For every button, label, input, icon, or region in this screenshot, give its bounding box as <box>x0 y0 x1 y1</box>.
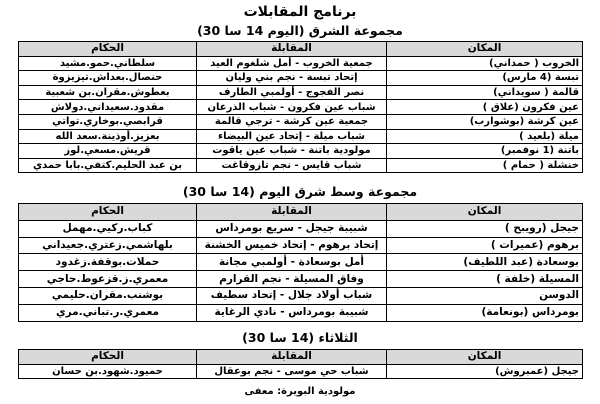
table-row <box>19 56 583 71</box>
referees-cell: حنصال.بعداش.تيزيزوة <box>19 71 197 86</box>
place-cell: بوسعادة (عبد اللطيف) <box>387 254 583 271</box>
referees-cell: بن عبد الحليم.كتفي.بابا حمدي <box>19 158 197 173</box>
section-title-east: مجموعة الشرق (اليوم 14 سا 30) <box>197 23 403 38</box>
table-row <box>19 144 583 159</box>
match-cell: نصر الفجوج - أولمبي الطارف <box>197 85 387 100</box>
table-row <box>19 254 583 271</box>
place-cell: بومرداس (بونعامة) <box>387 304 583 321</box>
page-title: برنامج المقابلات <box>243 4 357 20</box>
referees-cell: معمري.ز.قزعوط.حاجي <box>19 271 197 288</box>
referees-cell: قريش.مسعي.لوز <box>19 144 197 159</box>
referees-cell: بوشنب.مقران.حليمي <box>19 287 197 304</box>
match-cell: شباب ميلة - إتحاد عين البيضاء <box>197 129 387 144</box>
referees-cell: بعزيز.أوذينة.سعد الله <box>19 129 197 144</box>
place-cell: عين فكرون (علاق ) <box>387 100 583 115</box>
table-row <box>19 114 583 129</box>
place-cell: الخروب ( حمداني) <box>387 56 583 71</box>
table-row <box>19 71 583 86</box>
header-place: المكان <box>387 204 583 221</box>
place-cell: باتنة (1 نوفمبر) <box>387 144 583 159</box>
section-title-tuesday: الثلاثاء (14 سا 30) <box>242 330 358 345</box>
referees-cell: معمري.ر.تباني.مري <box>19 304 197 321</box>
header-match: المقابلة <box>197 350 387 365</box>
table-row <box>19 220 583 237</box>
place-cell: ميلة (بلعيد ) <box>387 129 583 144</box>
match-cell: إتحاد تبسة - نجم بني وليان <box>197 71 387 86</box>
header-place: المكان <box>387 350 583 365</box>
referees-cell: حملات.بوقفة.زغدود <box>19 254 197 271</box>
exempt-note: مولودية البويرة: معفى <box>244 386 356 397</box>
referees-cell: مقدود.سعيداني.دولاش <box>19 100 197 115</box>
place-cell: قالمة ( سويداني) <box>387 85 583 100</box>
table-row <box>19 158 583 173</box>
match-cell: شباب أولاد جلال - إتحاد سطيف <box>197 287 387 304</box>
table-row <box>19 237 583 254</box>
match-cell: شباب قايس - نجم تازوقاغت <box>197 158 387 173</box>
place-cell: تبسة (4 مارس) <box>387 71 583 86</box>
referees-cell: سلطاني.حمو.مشيد <box>19 56 197 71</box>
match-cell: أمل بوسعادة - أولمبي مجانة <box>197 254 387 271</box>
section-title-center-east: مجموعة وسط شرق اليوم (14 سا 30) <box>182 184 418 199</box>
match-cell: شبيبة بومرداس - نادي الرغاية <box>197 304 387 321</box>
header-refs: الحكام <box>19 204 197 221</box>
match-cell: شبيبة جيجل - سريع بومرداس <box>197 220 387 237</box>
match-cell: جمعية الخروب - أمل شلغوم العيد <box>197 56 387 71</box>
table-row <box>19 85 583 100</box>
match-cell: جمعية عين كرشة - ترجي قالمة <box>197 114 387 129</box>
referees-cell: حميود.شهود.بن حسان <box>19 364 197 379</box>
place-cell: عين كرشة (بوشوارب) <box>387 114 583 129</box>
header-refs: الحكام <box>19 42 197 57</box>
header-match: المقابلة <box>197 204 387 221</box>
schedule-table-east <box>18 41 583 173</box>
place-cell: خنشلة ( حمام ) <box>387 158 583 173</box>
referees-cell: قرابصي.بوخاري.تواتي <box>19 114 197 129</box>
schedule-table-tuesday <box>18 349 583 379</box>
table-row <box>19 100 583 115</box>
match-cell: شباب حي موسى - نجم بوعقال <box>197 364 387 379</box>
place-cell: الدوسن <box>387 287 583 304</box>
match-cell: مولودية باتنة - شباب عين ياقوت <box>197 144 387 159</box>
referees-cell: بعطوش.مقران.بن شعبية <box>19 85 197 100</box>
place-cell: جيجل (رويبح ) <box>387 220 583 237</box>
place-cell: برهوم (عميرات ) <box>387 237 583 254</box>
referees-cell: بلهاشمي.زعتري.جعيداني <box>19 237 197 254</box>
table-row <box>19 364 583 379</box>
table-row <box>19 129 583 144</box>
referees-cell: كباب.ركيي.مهمل <box>19 220 197 237</box>
place-cell: جيجل (عمبروش) <box>387 364 583 379</box>
match-cell: إتحاد برهوم - إتحاد خميس الخشنة <box>197 237 387 254</box>
table-row <box>19 287 583 304</box>
schedule-table-center-east <box>18 203 583 322</box>
match-cell: شباب عين فكرون - شباب الذرعان <box>197 100 387 115</box>
place-cell: المسيلة (خلفة ) <box>387 271 583 288</box>
header-match: المقابلة <box>197 42 387 57</box>
header-refs: الحكام <box>19 350 197 365</box>
match-cell: وفاق المسيلة - نجم القرارم <box>197 271 387 288</box>
table-row <box>19 304 583 321</box>
table-row <box>19 271 583 288</box>
header-place: المكان <box>387 42 583 57</box>
